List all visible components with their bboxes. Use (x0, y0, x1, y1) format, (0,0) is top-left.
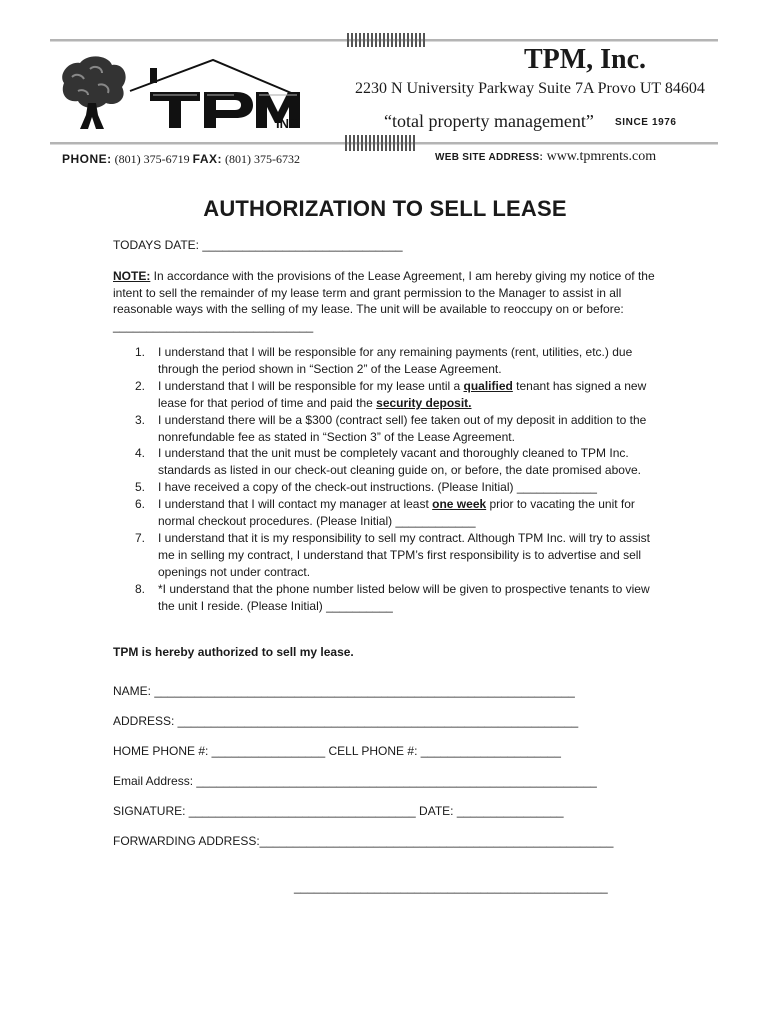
item-text: I understand that I will be responsible for any remaining payments (rent, utilities, etc.) due through the period shown in “Section 2” of the Lease Agreement. (158, 345, 633, 376)
emphasis-security-deposit: security deposit. (376, 395, 472, 410)
fax-label: FAX: (192, 152, 223, 166)
email-field[interactable]: Email Address: ____________________________________________________________ (113, 774, 597, 788)
tree-icon (62, 56, 125, 129)
list-item (120, 530, 665, 581)
list-item[interactable] (120, 479, 665, 496)
item-number: 5. (135, 480, 146, 495)
item-text: prior to vacating the unit for normal checkout procedures. (Please Initial) ____________ (158, 497, 635, 529)
authorization-statement: TPM is hereby authorized to sell my lease. (113, 645, 354, 659)
item-text: I understand there will be a $300 (contract sell) fee taken out of my deposit in addition to the nonrefundable fee as stated in “Section 3” of the Lease Agreement. (158, 412, 647, 444)
item-number: 8. (135, 581, 146, 596)
item-number: 6. (135, 497, 146, 512)
list-item (120, 445, 665, 479)
cell-phone-field[interactable]: CELL PHONE #: _____________________ (325, 744, 561, 758)
tpm-logo (58, 55, 308, 133)
list-item[interactable] (120, 581, 665, 615)
item-text: I understand that it is my responsibility to sell my contract. Although TPM Inc. will try to assist me in selling my contract, I understand that TPM’s first responsibility is to advertise and sell openings not under contract. (158, 530, 650, 579)
terms-list (120, 344, 665, 615)
signature-field[interactable]: SIGNATURE: __________________________________ (113, 804, 416, 818)
phone-fields-row (113, 744, 561, 758)
note-text: In accordance with the provisions of the Lease Agreement, I am hereby giving my notice of the intent to sell the remainder of my lease term and grant permission to the Manager to assist in all reasonable ways with the selling of my lease. The unit will be available to reoccupy on or before: ______________________________ (113, 269, 655, 333)
todays-date-field[interactable]: TODAYS DATE: ______________________________ (113, 238, 403, 252)
item-number: 4. (135, 446, 146, 461)
phone-number: (801) 375-6719 (111, 152, 193, 166)
forwarding-address-field[interactable]: FORWARDING ADDRESS:_____________________________________________________ (113, 834, 614, 848)
item-text: I understand that I will be responsible for my lease until a (158, 378, 464, 393)
item-text: tenant has signed a new lease for that period of time and paid the (158, 378, 647, 410)
item-number: 7. (135, 530, 146, 545)
item-text: *I understand that the phone number listed below will be given to prospective tenants to view the unit I reside. (Please Initial) __________ (158, 581, 650, 613)
note-label: NOTE: (113, 269, 151, 283)
since-label: SINCE 1976 (615, 117, 677, 128)
contact-website (435, 149, 656, 165)
emphasis-qualified: qualified (463, 378, 513, 393)
home-phone-field[interactable]: HOME PHONE #: _________________ (113, 744, 326, 758)
list-item (120, 412, 665, 446)
company-tagline: “total property management” (384, 111, 594, 131)
name-field[interactable]: NAME: _______________________________________________________________ (113, 684, 575, 698)
address-field[interactable]: ADDRESS: ____________________________________________________________ (113, 714, 579, 728)
website-label: WEB SITE ADDRESS: (435, 152, 544, 163)
contact-phone-fax (62, 152, 300, 167)
list-item (120, 344, 665, 378)
item-number: 1. (135, 345, 146, 359)
company-address: 2230 N University Parkway Suite 7A Provo UT 84604 (355, 80, 705, 97)
phone-label: PHONE: (62, 152, 112, 166)
list-item[interactable] (120, 496, 665, 530)
website-url: www.tpmrents.com (543, 149, 657, 164)
forwarding-address-line2[interactable]: _______________________________________________ (294, 880, 608, 894)
document-title: AUTHORIZATION TO SELL LEASE (203, 196, 567, 221)
date-field[interactable]: DATE: ________________ (415, 804, 564, 818)
note-paragraph (113, 268, 658, 334)
item-number: 3. (135, 412, 146, 427)
list-item (120, 378, 665, 412)
item-text: I have received a copy of the check-out instructions. (Please Initial) ____________ (158, 480, 597, 495)
emphasis-one-week: one week (432, 497, 487, 512)
item-number: 2. (135, 378, 146, 393)
signature-row (113, 804, 564, 818)
company-name: TPM, Inc. (523, 44, 647, 75)
item-text: I understand that the unit must be completely vacant and thoroughly cleaned to TPM Inc. standards as listed in our check-out cleaning guide on, or before, the date promised above. (158, 446, 641, 478)
item-text: I understand that I will contact my manager at least (158, 497, 433, 512)
fax-number: (801) 375-6732 (222, 152, 301, 166)
logo-suffix: INC (276, 116, 299, 131)
